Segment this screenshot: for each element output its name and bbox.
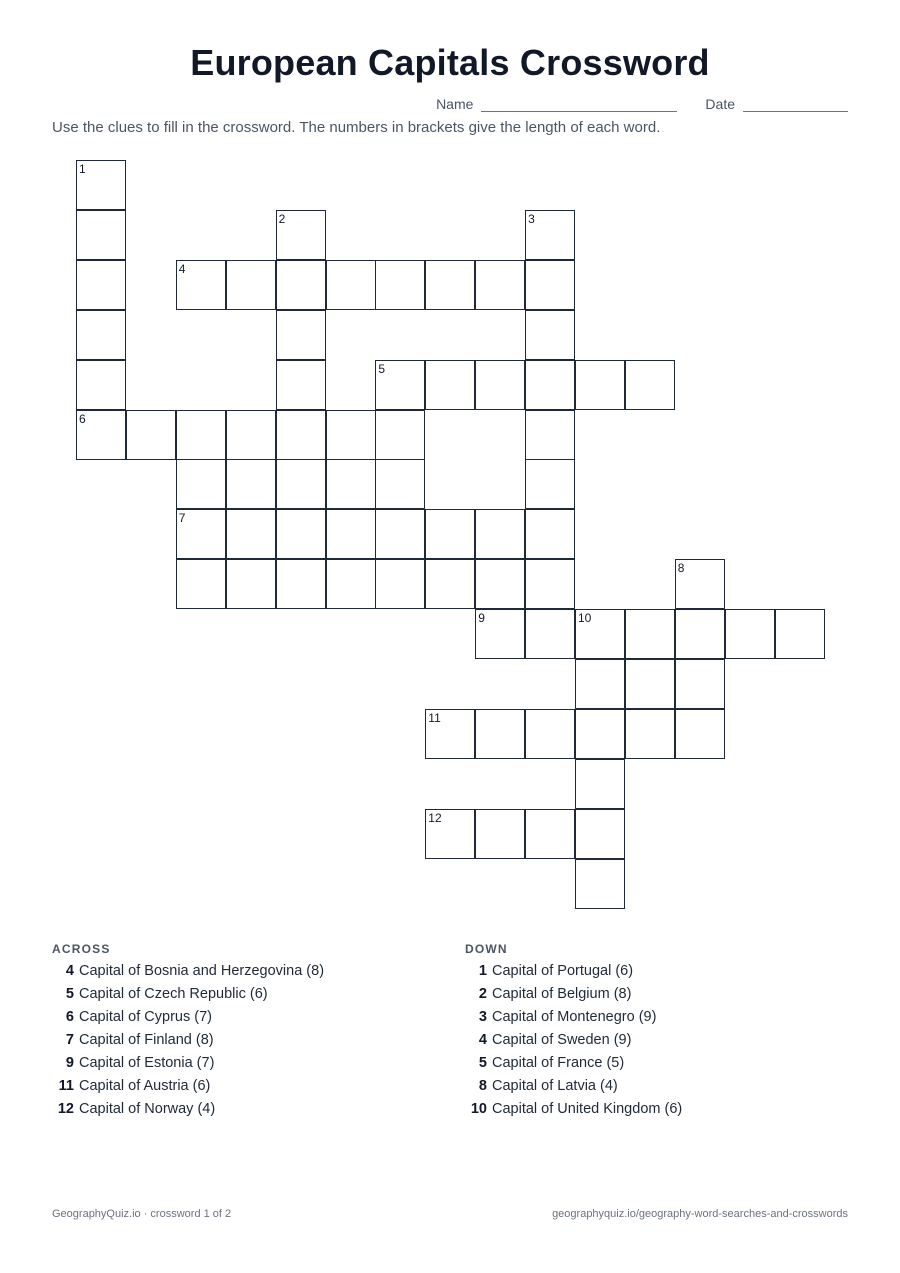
clue-number: 2	[478, 986, 487, 1002]
clue-number: 6	[79, 411, 86, 426]
clue-number: 5	[478, 1055, 487, 1071]
crossword-cell[interactable]	[525, 609, 575, 659]
clue-number: 2	[278, 211, 286, 226]
clue-text: Capital of Latvia (4)	[492, 1078, 618, 1094]
crossword-cell[interactable]	[276, 459, 326, 509]
crossword-cell[interactable]	[76, 360, 126, 410]
clue-number: 3	[478, 1009, 487, 1025]
crossword-cell[interactable]	[276, 210, 326, 260]
down-clue	[465, 986, 865, 1009]
crossword-cell[interactable]	[326, 410, 376, 460]
across-clue	[52, 1101, 432, 1124]
across-clue	[52, 1032, 432, 1055]
clue-number: 12	[57, 1101, 74, 1117]
crossword-cell[interactable]	[425, 509, 475, 559]
crossword-cell[interactable]	[575, 709, 625, 759]
crossword-cell[interactable]	[475, 609, 525, 659]
clue-text: Capital of Sweden (9)	[492, 1032, 632, 1048]
clue-number: 1	[79, 162, 86, 176]
clue-number: 7	[65, 1032, 74, 1048]
down-clue	[465, 1009, 865, 1032]
down-clues	[465, 942, 865, 1124]
crossword-cell[interactable]	[375, 509, 425, 559]
down-clue	[465, 1032, 865, 1055]
crossword-cell[interactable]	[675, 709, 725, 759]
clue-text: Capital of Austria (6)	[79, 1078, 211, 1094]
crossword-cell[interactable]	[76, 160, 126, 210]
clue-text: Capital of Norway (4)	[79, 1101, 216, 1117]
crossword-cell[interactable]	[525, 360, 575, 410]
clue-number: 11	[58, 1078, 74, 1094]
crossword-cell[interactable]	[525, 260, 575, 310]
crossword-cell[interactable]	[226, 459, 276, 509]
page-title: European Capitals Crossword	[190, 42, 710, 83]
crossword-cell[interactable]	[625, 609, 675, 659]
crossword-cell[interactable]	[525, 410, 575, 460]
across-clue	[52, 1078, 432, 1101]
crossword-cell[interactable]	[525, 559, 575, 609]
clue-number: 8	[478, 1078, 487, 1094]
crossword-cell[interactable]	[575, 659, 625, 709]
crossword-cell[interactable]	[276, 310, 326, 360]
crossword-cell[interactable]	[525, 709, 575, 759]
crossword-cell[interactable]	[176, 459, 226, 509]
crossword-cell[interactable]	[375, 260, 425, 310]
clue-number: 5	[378, 361, 386, 376]
clue-text: Capital of Czech Republic (6)	[79, 986, 268, 1002]
crossword-cell[interactable]	[76, 310, 126, 360]
crossword-cell[interactable]	[475, 559, 525, 609]
crossword-cell[interactable]	[176, 559, 226, 609]
crossword-cell[interactable]	[76, 410, 126, 460]
crossword-cell[interactable]	[326, 459, 376, 509]
crossword-cell[interactable]	[226, 559, 276, 609]
crossword-cell[interactable]	[425, 360, 475, 410]
name-label: Name	[436, 96, 474, 112]
name-date-row	[436, 95, 848, 112]
crossword-cell[interactable]	[475, 809, 525, 859]
crossword-cell[interactable]	[375, 459, 425, 509]
crossword-cell[interactable]	[625, 709, 675, 759]
crossword-cell[interactable]	[475, 509, 525, 559]
clue-number: 9	[478, 611, 485, 626]
crossword-cell[interactable]	[276, 559, 326, 609]
crossword-cell[interactable]	[425, 559, 475, 609]
clue-number: 10	[578, 611, 592, 626]
clue-text: Capital of Finland (8)	[79, 1032, 214, 1048]
crossword-cell[interactable]	[575, 859, 625, 909]
crossword-cell[interactable]	[725, 609, 775, 659]
crossword-cell[interactable]	[675, 659, 725, 709]
down-clue	[465, 963, 865, 986]
across-clue	[52, 963, 432, 986]
clue-number: 12	[428, 810, 442, 825]
across-clue	[52, 1055, 432, 1078]
clue-number: 10	[470, 1101, 487, 1117]
crossword-cell[interactable]	[276, 360, 326, 410]
crossword-cell[interactable]	[176, 410, 226, 460]
crossword-cell[interactable]	[575, 809, 625, 859]
crossword-cell[interactable]	[226, 260, 276, 310]
clue-text: Capital of Estonia (7)	[79, 1055, 215, 1071]
clue-number: 4	[65, 963, 74, 979]
crossword-cell[interactable]	[226, 410, 276, 460]
clue-number: 6	[65, 1009, 74, 1025]
crossword-cell[interactable]	[575, 759, 625, 809]
down-clue	[465, 1055, 865, 1078]
clue-text: Capital of France (5)	[492, 1055, 625, 1071]
down-heading: DOWN	[465, 942, 508, 956]
crossword-cell[interactable]	[176, 260, 226, 310]
clue-text: Capital of Montenegro (9)	[492, 1009, 657, 1025]
crossword-cell[interactable]	[326, 509, 376, 559]
crossword-cell[interactable]	[425, 809, 475, 859]
crossword-cell[interactable]	[625, 360, 675, 410]
clue-number: 7	[178, 511, 186, 526]
across-clue	[52, 986, 432, 1009]
clue-number: 9	[65, 1055, 74, 1071]
crossword-cell[interactable]	[276, 260, 326, 310]
crossword-cell[interactable]	[575, 360, 625, 410]
date-field[interactable]	[743, 95, 848, 112]
crossword-cell[interactable]	[76, 260, 126, 310]
clue-text: Capital of Portugal (6)	[492, 963, 634, 979]
across-heading: ACROSS	[52, 942, 111, 956]
crossword-cell[interactable]	[176, 509, 226, 559]
crossword-cell[interactable]	[525, 310, 575, 360]
crossword-cell[interactable]	[425, 260, 475, 310]
across-clues	[52, 942, 432, 1124]
clue-text: Capital of United Kingdom (6)	[492, 1101, 683, 1117]
crossword-cell[interactable]	[375, 360, 425, 410]
crossword-cell[interactable]	[525, 210, 575, 260]
crossword-cell[interactable]	[525, 509, 575, 559]
clue-number: 3	[528, 211, 535, 226]
crossword-cell[interactable]	[575, 609, 625, 659]
name-field[interactable]	[481, 95, 677, 112]
instructions: Use the clues to fill in the crossword. The numbers in brackets give the length of each word.	[52, 119, 661, 136]
clue-number: 5	[65, 986, 74, 1002]
crossword-cell[interactable]	[326, 559, 376, 609]
crossword-cell[interactable]	[326, 260, 376, 310]
crossword-cell[interactable]	[226, 509, 276, 559]
crossword-cell[interactable]	[76, 210, 126, 260]
crossword-cell[interactable]	[675, 559, 725, 609]
across-clue	[52, 1009, 432, 1032]
clue-number: 4	[478, 1032, 487, 1048]
crossword-cell[interactable]	[126, 410, 176, 460]
crossword-cell[interactable]	[375, 559, 425, 609]
clue-text: Capital of Cyprus (7)	[79, 1009, 212, 1025]
crossword-cell[interactable]	[475, 709, 525, 759]
clue-text: Capital of Bosnia and Herzegovina (8)	[79, 963, 325, 979]
clue-text: Capital of Belgium (8)	[492, 986, 632, 1002]
clue-number: 1	[478, 963, 487, 979]
crossword-cell[interactable]	[775, 609, 825, 659]
footer-left: GeographyQuiz.io · crossword 1 of 2	[52, 1208, 232, 1220]
crossword-cell[interactable]	[475, 360, 525, 410]
crossword-cell[interactable]	[425, 709, 475, 759]
crossword-cell[interactable]	[276, 509, 326, 559]
crossword-cell[interactable]	[475, 260, 525, 310]
crossword-cell[interactable]	[675, 609, 725, 659]
crossword-cell[interactable]	[525, 459, 575, 509]
crossword-cell[interactable]	[375, 410, 425, 460]
crossword-cell[interactable]	[276, 410, 326, 460]
footer-url[interactable]: geographyquiz.io/geography-word-searches-and-crosswords	[552, 1208, 848, 1220]
down-clue	[465, 1101, 865, 1124]
down-clue	[465, 1078, 865, 1101]
crossword-cell[interactable]	[525, 809, 575, 859]
date-label: Date	[705, 96, 735, 112]
crossword-cell[interactable]	[625, 659, 675, 709]
clue-number: 8	[677, 561, 685, 576]
clue-number: 4	[178, 261, 186, 276]
clue-number: 11	[428, 710, 441, 725]
